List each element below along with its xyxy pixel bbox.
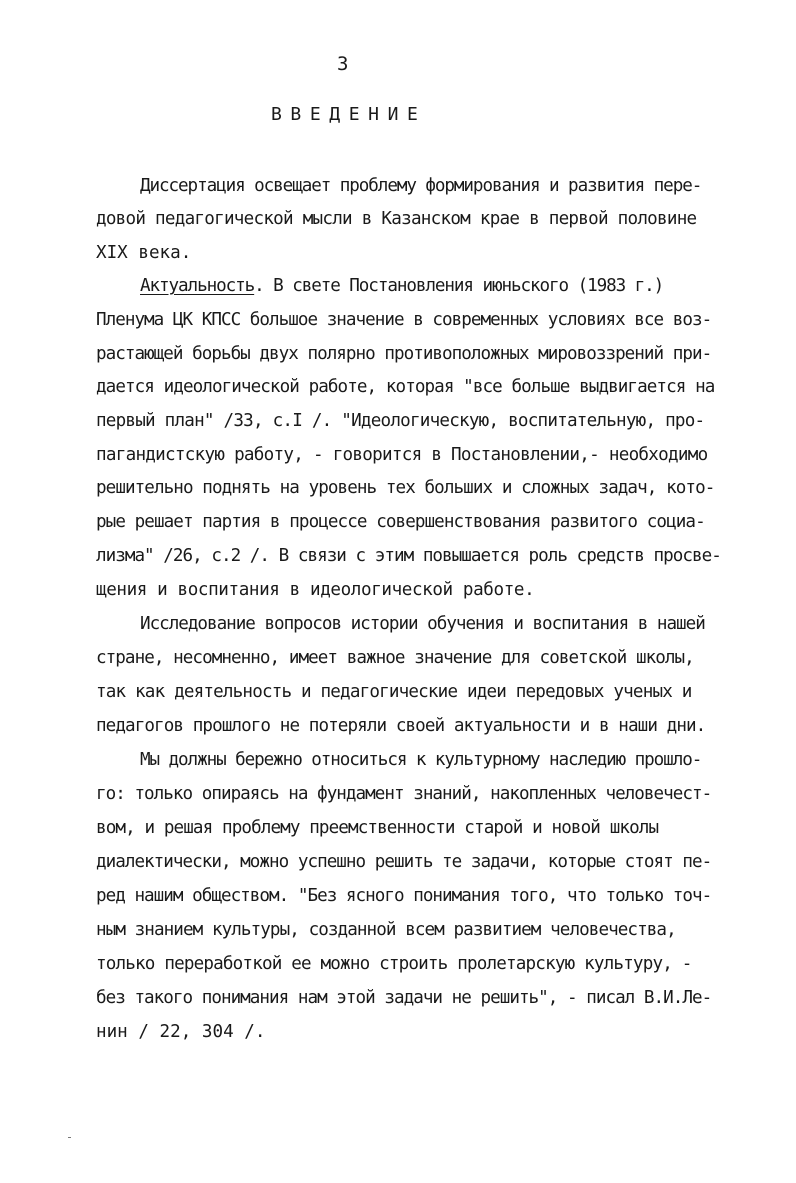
text-line: Мы должны бережно относиться к культурному наследию прошло- xyxy=(140,750,702,770)
page-number: 3 xyxy=(337,53,349,75)
text-line: лизма" /26, с.2 /. В связи с этим повышается роль средств просве- xyxy=(96,546,721,566)
scan-speck xyxy=(68,1137,71,1138)
text-line: XIX века. xyxy=(96,243,192,263)
text-line xyxy=(140,274,663,298)
text-line: пагандистскую работу, - говорится в Постановлении,- необходимо xyxy=(96,445,708,465)
text-line: довой педагогической мысли в Казанском крае в первой половине xyxy=(96,209,697,229)
text-line: вом, и решая проблему преемственности старой и новой школы xyxy=(96,818,659,838)
text-line: го: только опираясь на фундамент знаний, накопленных человечест- xyxy=(96,784,712,804)
text-line: нин / 22, 304 /. xyxy=(96,1022,266,1042)
text-line: Пленума ЦК КПСС большое значение в современных условиях все воз- xyxy=(96,310,712,330)
text-line: Диссертация освещает проблему формирования и развития пере- xyxy=(140,176,702,196)
text-line: решительно поднять на уровень тех больших и сложных задач, кото- xyxy=(96,478,715,498)
text-line: стране, несомненно, имеет важное значение для советской школы, xyxy=(96,648,694,668)
section-heading: ВВЕДЕНИЕ xyxy=(271,104,427,125)
text-line: растающей борьбы двух полярно противоположных мировоззрений при- xyxy=(96,344,712,364)
text-line: дается идеологической работе, которая "все больше выдвигается на xyxy=(96,377,715,397)
text-line: щения и воспитания в идеологической работе. xyxy=(96,580,535,600)
text-line: педагогов прошлого не потеряли своей актуальности и в наши дни. xyxy=(96,716,706,736)
text-line: первый план" /33, с.I /. "Идеологическую, воспитательную, про- xyxy=(96,411,705,431)
text-line: Исследование вопросов истории обучения и воспитания в нашей xyxy=(140,614,705,634)
text-line: ред нашим обществом. "Без ясного понимания того, что только точ- xyxy=(96,886,712,906)
text-line: только переработкой ее можно строить пролетарскую культуру, - xyxy=(96,954,692,974)
relevance-term: Актуальность xyxy=(140,276,255,296)
text-line: без такого понимания нам этой задачи не решить", - писал В.И.Ле- xyxy=(96,988,712,1008)
text-fragment: . В свете Постановления июньского (1983 г.) xyxy=(254,276,664,296)
text-line: диалектически, можно успешно решить те задачи, которые стоят пе- xyxy=(96,852,712,872)
text-line: так как деятельность и педагогические идеи передовых ученых и xyxy=(96,682,692,702)
text-line: ным знанием культуры, созданной всем развитием человечества, xyxy=(96,920,676,940)
text-line: рые решает партия в процессе совершенствования развитого социа- xyxy=(96,512,705,532)
